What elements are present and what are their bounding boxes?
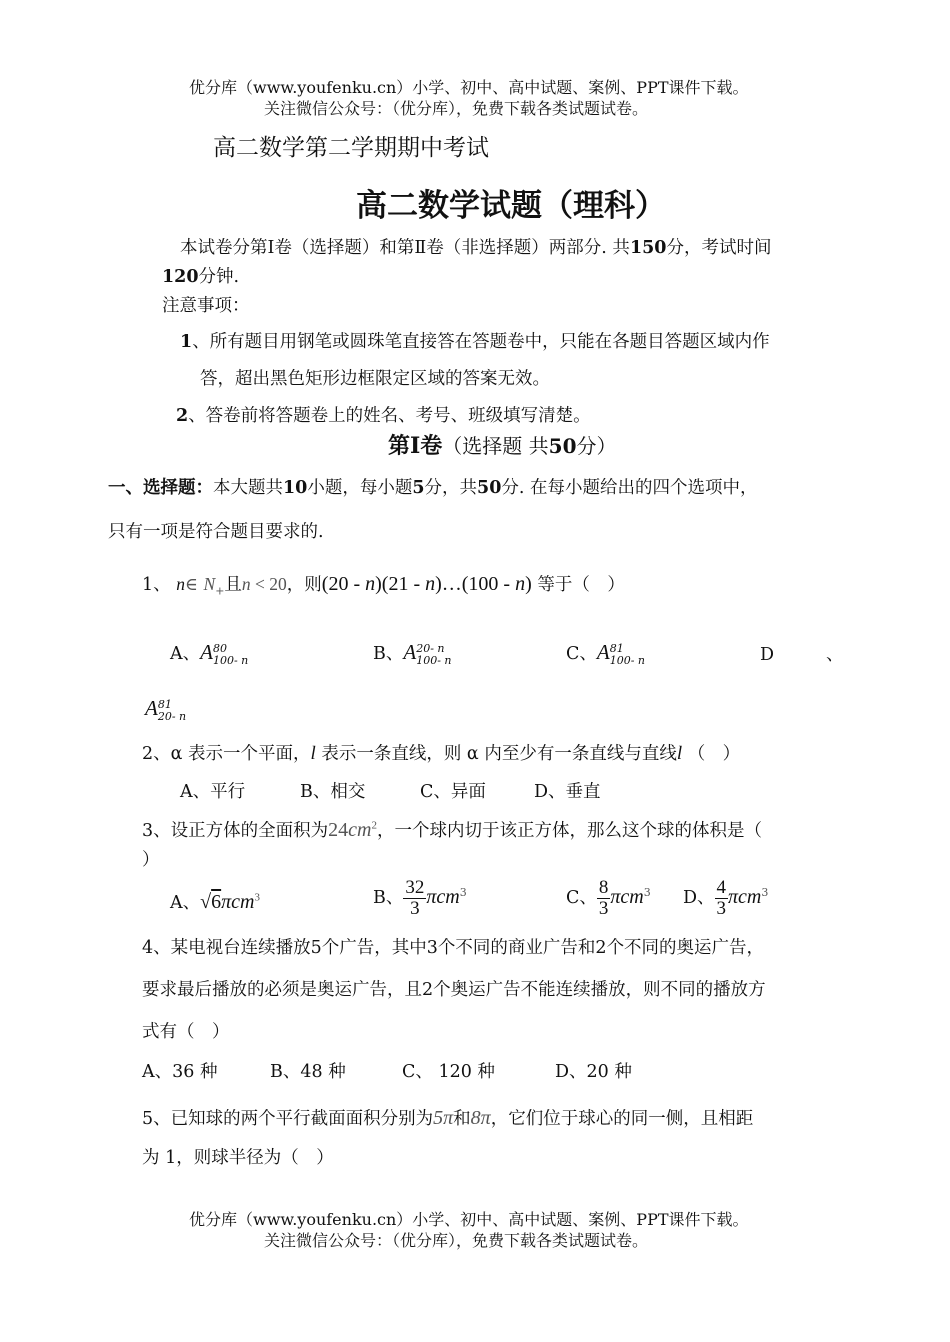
question-5-line-2: 为 1，则球半径为（ ） (142, 1148, 334, 1168)
note-1-line-1: 1、所有题目用钢笔或圆珠笔直接答在答题卷中，只能在各题目答题区域内作 (180, 332, 770, 352)
question-5-line-1: 5、已知球的两个平行截面面积分别为5π和8π，它们位于球心的同一侧，且相距 (142, 1107, 754, 1129)
q1-option-d-value[interactable]: A 81 20- n (145, 696, 187, 723)
section-1-line-2: 只有一项是符合题目要求的. (108, 522, 324, 542)
q4-option-a[interactable]: A、36 种 (142, 1062, 218, 1082)
q2-option-a[interactable]: A、平行 (180, 782, 246, 802)
intro-line-1: 本试卷分第Ⅰ卷（选择题）和第Ⅱ卷（非选择题）两部分. 共150分，考试时间 (180, 238, 772, 258)
paper-title: 高二数学试题（理科） (356, 188, 666, 224)
header-line-1: 优分库（www.youfenku.cn）小学、初中、高中试题、案例、PPT课件下载。 (189, 78, 749, 97)
q4-option-c[interactable]: C、 120 种 (402, 1062, 495, 1082)
q4-option-d[interactable]: D、20 种 (555, 1062, 632, 1082)
note-2: 2、答卷前将答题卷上的姓名、考号、班级填写清楚。 (176, 406, 591, 426)
question-4-line-3: 式有（ ） (142, 1022, 230, 1042)
q3-option-a[interactable]: A、√6πcm$^3$ (170, 891, 260, 913)
part-1-heading: 第Ⅰ卷（选择题 共50分） (388, 433, 617, 459)
question-1: 1、 n∈ $N_+$且n < 20，则(20 - n)(21 - n)…(100 - n) 等于（ ） (142, 573, 625, 598)
q1-option-c[interactable]: C、A 81 100- n (566, 640, 646, 667)
footer-line-2: 关注微信公众号：（优分库），免费下载各类试题试卷。 (264, 1231, 649, 1250)
intro-line-2: 120分钟. (162, 267, 240, 287)
q2-option-b[interactable]: B、相交 (300, 782, 366, 802)
q1-option-a[interactable]: A、A 80 100- n (170, 640, 249, 667)
q1-option-d-separator: 、 (826, 645, 844, 665)
question-4-line-1: 4、某电视台连续播放5个广告，其中3个不同的商业广告和2个不同的奥运广告， (142, 938, 765, 958)
q1-option-d-label[interactable]: D (760, 645, 775, 665)
q1-option-b[interactable]: B、A 20- n 100- n (373, 640, 452, 667)
question-3-line-2: ） (142, 850, 160, 870)
notes-heading: 注意事项： (162, 296, 250, 316)
q3-option-d[interactable]: D、 $\frac{4}{3}$ πcm$^3$ (683, 877, 769, 919)
q2-option-d[interactable]: D、垂直 (534, 782, 601, 802)
header-line-2: 关注微信公众号：（优分库），免费下载各类试题试卷。 (264, 99, 649, 118)
note-1-line-2: 答，超出黑色矩形边框限定区域的答案无效。 (200, 369, 550, 389)
footer-line-1: 优分库（www.youfenku.cn）小学、初中、高中试题、案例、PPT课件下载。 (189, 1210, 749, 1229)
q3-option-b[interactable]: B、 $\frac{32}{3}$ πcm$^3$ (373, 877, 467, 919)
q3-option-c[interactable]: C、 $\frac{8}{3}$ πcm$^3$ (566, 877, 651, 919)
q4-option-b[interactable]: B、48 种 (270, 1062, 346, 1082)
exam-name: 高二数学第二学期期中考试 (213, 135, 489, 161)
question-4-line-2: 要求最后播放的必须是奥运广告，且2个奥运广告不能连续播放，则不同的播放方 (142, 980, 766, 1000)
question-2: 2、α 表示一个平面，l 表示一条直线，则 α 内至少有一条直线与直线l （ ） (142, 743, 741, 764)
q2-option-c[interactable]: C、异面 (420, 782, 486, 802)
section-1-line-1: 一、选择题：本大题共10小题，每小题5分，共50分. 在每小题给出的四个选项中， (108, 478, 758, 498)
question-3-line-1: 3、设正方体的全面积为$24cm^2$，一个球内切于该正方体，那么这个球的体积是（ (142, 819, 762, 841)
